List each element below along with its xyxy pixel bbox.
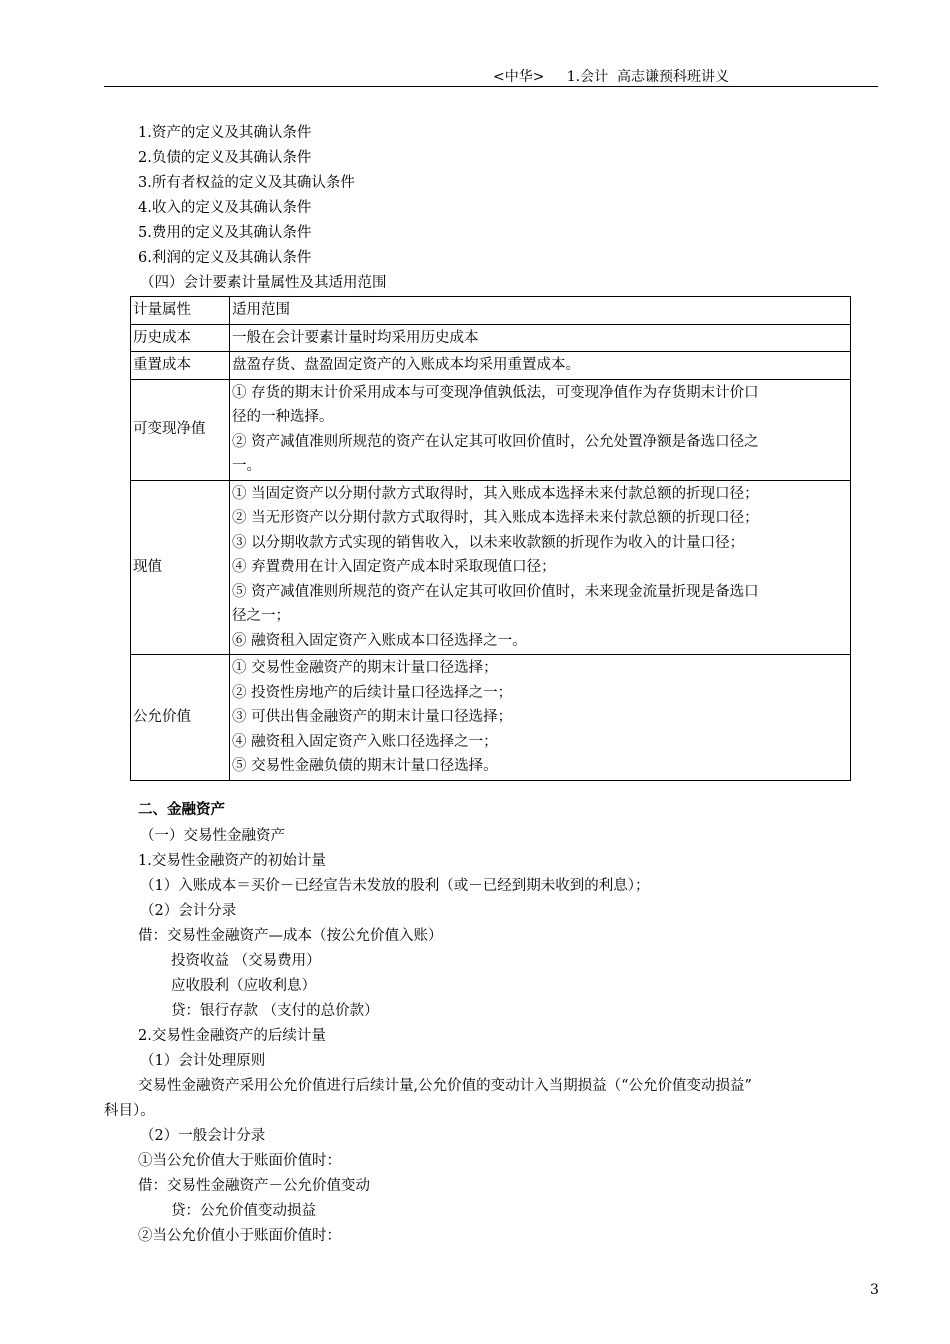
table-row xyxy=(131,324,851,352)
text-line: （2）一般会计分录 xyxy=(140,1128,266,1144)
intro-list-item: 4.收入的定义及其确认条件 xyxy=(138,200,312,216)
text-line: （2）会计分录 xyxy=(140,903,237,919)
measurement-attribute-cell: 可变现净值 xyxy=(131,379,230,480)
table-header-row xyxy=(131,297,851,325)
scope-line: 径的一种选择。 xyxy=(232,409,334,425)
journal-entry-line: 贷：银行存款 （支付的总价款） xyxy=(171,1003,379,1019)
scope-line: ④ 融资租入固定资产入账口径选择之一； xyxy=(232,733,498,750)
scope-cell xyxy=(230,480,851,655)
table-row xyxy=(131,480,851,655)
scope-line: ④ 弃置费用在计入固定资产成本时采取现值口径； xyxy=(232,559,556,575)
scope-line: ⑥ 融资租入固定资产入账成本口径选择之一。 xyxy=(232,632,527,649)
intro-list-item: 3.所有者权益的定义及其确认条件 xyxy=(138,175,355,191)
scope-line: 一。 xyxy=(232,458,261,474)
scope-line: ③ 以分期收款方式实现的销售收入，以未来收款额的折现作为收入的计量口径； xyxy=(232,534,745,551)
intro-list-item: 2.负债的定义及其确认条件 xyxy=(138,150,312,166)
intro-list-item: 1.资产的定义及其确认条件 xyxy=(138,125,312,141)
text-line: （1）入账成本＝买价－已经宣告未发放的股利（或－已经到期未收到的利息）； xyxy=(140,878,650,894)
journal-entry-line: 借：交易性金融资产－公允价值变动 xyxy=(138,1178,370,1194)
scope-line: ⑤ 资产减值准则所规范的资产在认定其可收回价值时，未来现金流量折现是备选口 xyxy=(232,583,759,600)
scope-line: ② 投资性房地产的后续计量口径选择之一； xyxy=(232,684,513,701)
scope-cell xyxy=(230,655,851,781)
measurement-attribute-cell: 历史成本 xyxy=(131,324,230,352)
header-rule xyxy=(104,86,878,87)
item-heading: 2.交易性金融资产的后续计量 xyxy=(138,1028,326,1044)
header-cell-attr: 计量属性 xyxy=(131,297,230,325)
scope-line: 径之一； xyxy=(232,608,290,624)
page-number: 3 xyxy=(870,1282,879,1298)
scope-line: ① 存货的期末计价采用成本与可变现净值孰低法，可变现净值作为存货期末计价口 xyxy=(232,384,759,401)
journal-entry-line: 贷：公允价值变动损益 xyxy=(171,1203,316,1219)
section-heading: 二、金融资产 xyxy=(138,801,225,818)
scope-cell xyxy=(230,324,851,352)
scope-line: ① 当固定资产以分期付款方式取得时，其入账成本选择未来付款总额的折现口径； xyxy=(232,485,759,502)
scope-line: ② 资产减值准则所规范的资产在认定其可收回价值时，公允处置净额是备选口径之 xyxy=(232,433,759,450)
scope-cell xyxy=(230,379,851,480)
text-line: （1）会计处理原则 xyxy=(140,1053,266,1069)
journal-entry-line: 应收股利（应收利息） xyxy=(171,978,316,994)
scope-line: ⑤ 交易性金融负债的期末计量口径选择。 xyxy=(232,758,498,774)
text-line: 交易性金融资产采用公允价值进行后续计量,公允价值的变动计入当期损益（“公允价值变动损益” xyxy=(138,1078,752,1094)
table-title: （四）会计要素计量属性及其适用范围 xyxy=(140,275,387,291)
subsection-heading: （一）交易性金融资产 xyxy=(140,828,285,844)
journal-entry-line: 借：交易性金融资产—成本（按公允价值入账） xyxy=(138,928,443,944)
scope-line: 盘盈存货、盘盈固定资产的入账成本均采用重置成本。 xyxy=(232,357,580,373)
measurement-attribute-cell: 重置成本 xyxy=(131,352,230,380)
measurement-attribute-cell: 现值 xyxy=(131,480,230,655)
scope-line: ① 交易性金融资产的期末计量口径选择； xyxy=(232,660,498,676)
scope-line: 一般在会计要素计量时均采用历史成本 xyxy=(232,329,479,346)
scope-cell xyxy=(230,352,851,380)
intro-list-item: 5.费用的定义及其确认条件 xyxy=(138,225,312,241)
item-heading: 1.交易性金融资产的初始计量 xyxy=(138,853,326,869)
header-cell-scope: 适用范围 xyxy=(230,297,851,325)
table-row xyxy=(131,352,851,380)
page-header: <中华> 1.会计 高志谦预科班讲义 xyxy=(493,69,729,85)
journal-entry-line: 投资收益 （交易费用） xyxy=(171,953,321,969)
scope-line: ② 当无形资产以分期付款方式取得时，其入账成本选择未来付款总额的折现口径； xyxy=(232,510,759,526)
intro-list-item: 6.利润的定义及其确认条件 xyxy=(138,250,312,266)
text-line: ①当公允价值大于账面价值时： xyxy=(138,1153,341,1169)
measurement-attribute-cell: 公允价值 xyxy=(131,655,230,781)
text-line: 科目）。 xyxy=(104,1103,155,1119)
text-line: ②当公允价值小于账面价值时： xyxy=(138,1228,341,1244)
table-row xyxy=(131,379,851,480)
measurement-attributes-table xyxy=(130,296,851,781)
scope-line: ③ 可供出售金融资产的期末计量口径选择； xyxy=(232,709,513,725)
table-row xyxy=(131,655,851,781)
